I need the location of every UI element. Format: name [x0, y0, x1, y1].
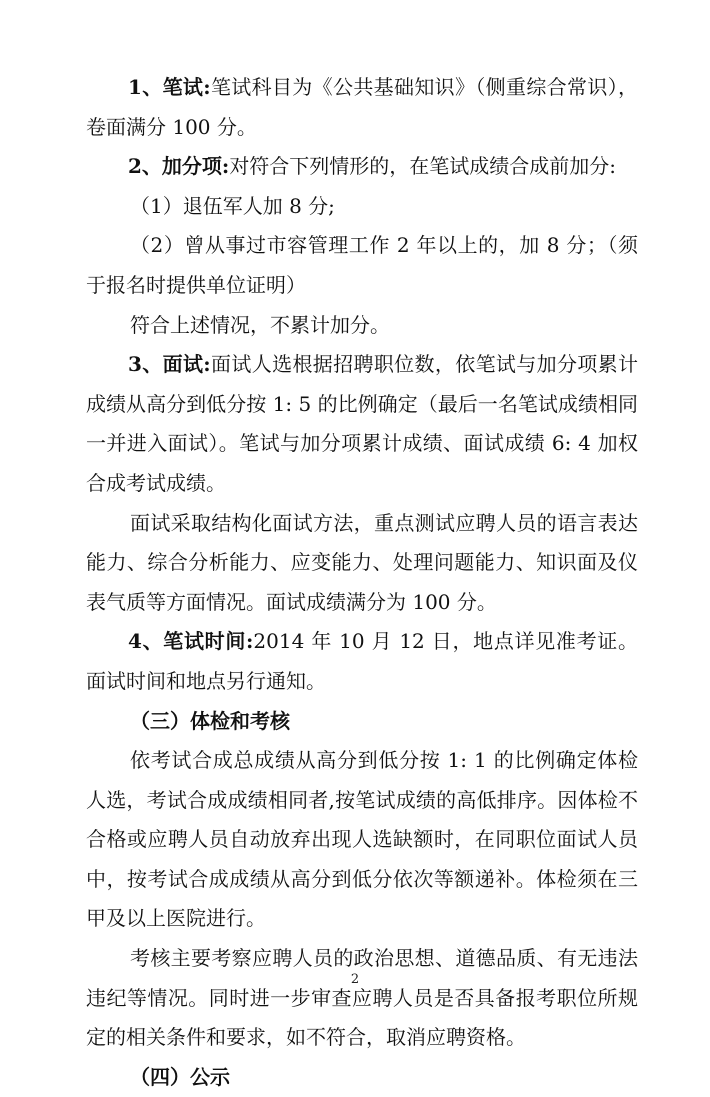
exam-time-paragraph	[86, 622, 638, 701]
document-body	[86, 68, 638, 1097]
bonus-note: 符合上述情况，不累计加分。	[130, 312, 390, 337]
bonus-label: 2、加分项:	[128, 154, 230, 179]
interview-text: 面试人选根据招聘职位数，依笔试与加分项累计成绩从高分到低分按 1: 5 的比例确定（最后一名笔试成绩相同一并进入面试）。笔试与加分项累计成绩、面试成绩 6: 4 加权合成考试成绩。	[86, 352, 639, 495]
section-3-paragraph-2: 考核主要考察应聘人员的政治思想、道德品质、有无违法违纪等情况。同时进一步审查应聘人员是否具备报考职位所规定的相关条件和要求，如不符合，取消应聘资格。	[86, 946, 638, 1050]
written-exam-paragraph	[86, 68, 638, 147]
page-number: 2	[350, 972, 360, 987]
bonus-item-2: （2）曾从事过市容管理工作 2 年以上的，加 8 分；（须于报名时提供单位证明）	[86, 233, 638, 297]
bonus-item-1: （1）退伍军人加 8 分;	[130, 193, 335, 218]
section-4-heading: （四）公示	[130, 1064, 230, 1089]
section-3-heading: （三）体检和考核	[130, 708, 290, 733]
interview-paragraph	[86, 345, 638, 503]
section-3-paragraph-1: 依考试合成总成绩从高分到低分按 1: 1 的比例确定体检人选，考试合成成绩相同者,按笔试成绩的高低排序。因体检不合格或应聘人员自动放弃出现人选缺额时，在同职位面试人员中，按考试合成成绩从高分到低分依次等额递补。体检须在三甲及以上医院进行。	[86, 748, 638, 931]
written-exam-label: 1、笔试:	[128, 75, 211, 99]
bonus-paragraph	[86, 147, 638, 187]
bonus-text: 对符合下列情形的，在笔试成绩合成前加分:	[229, 154, 617, 179]
written-exam-text: 笔试科目为《公共基础知识》（侧重综合常识），卷面满分 100 分。	[86, 75, 638, 139]
exam-time-label: 4、笔试时间:	[128, 629, 254, 654]
exam-time-text: 2014 年 10 月 12 日，地点详见准考证。面试时间和地点另行通知。	[86, 629, 638, 693]
interview-method-paragraph: 面试采取结构化面试方法，重点测试应聘人员的语言表达能力、综合分析能力、应变能力、处理问题能力、知识面及仪表气质等方面情况。面试成绩满分为 100 分。	[86, 510, 638, 614]
interview-label: 3、面试:	[128, 352, 211, 377]
